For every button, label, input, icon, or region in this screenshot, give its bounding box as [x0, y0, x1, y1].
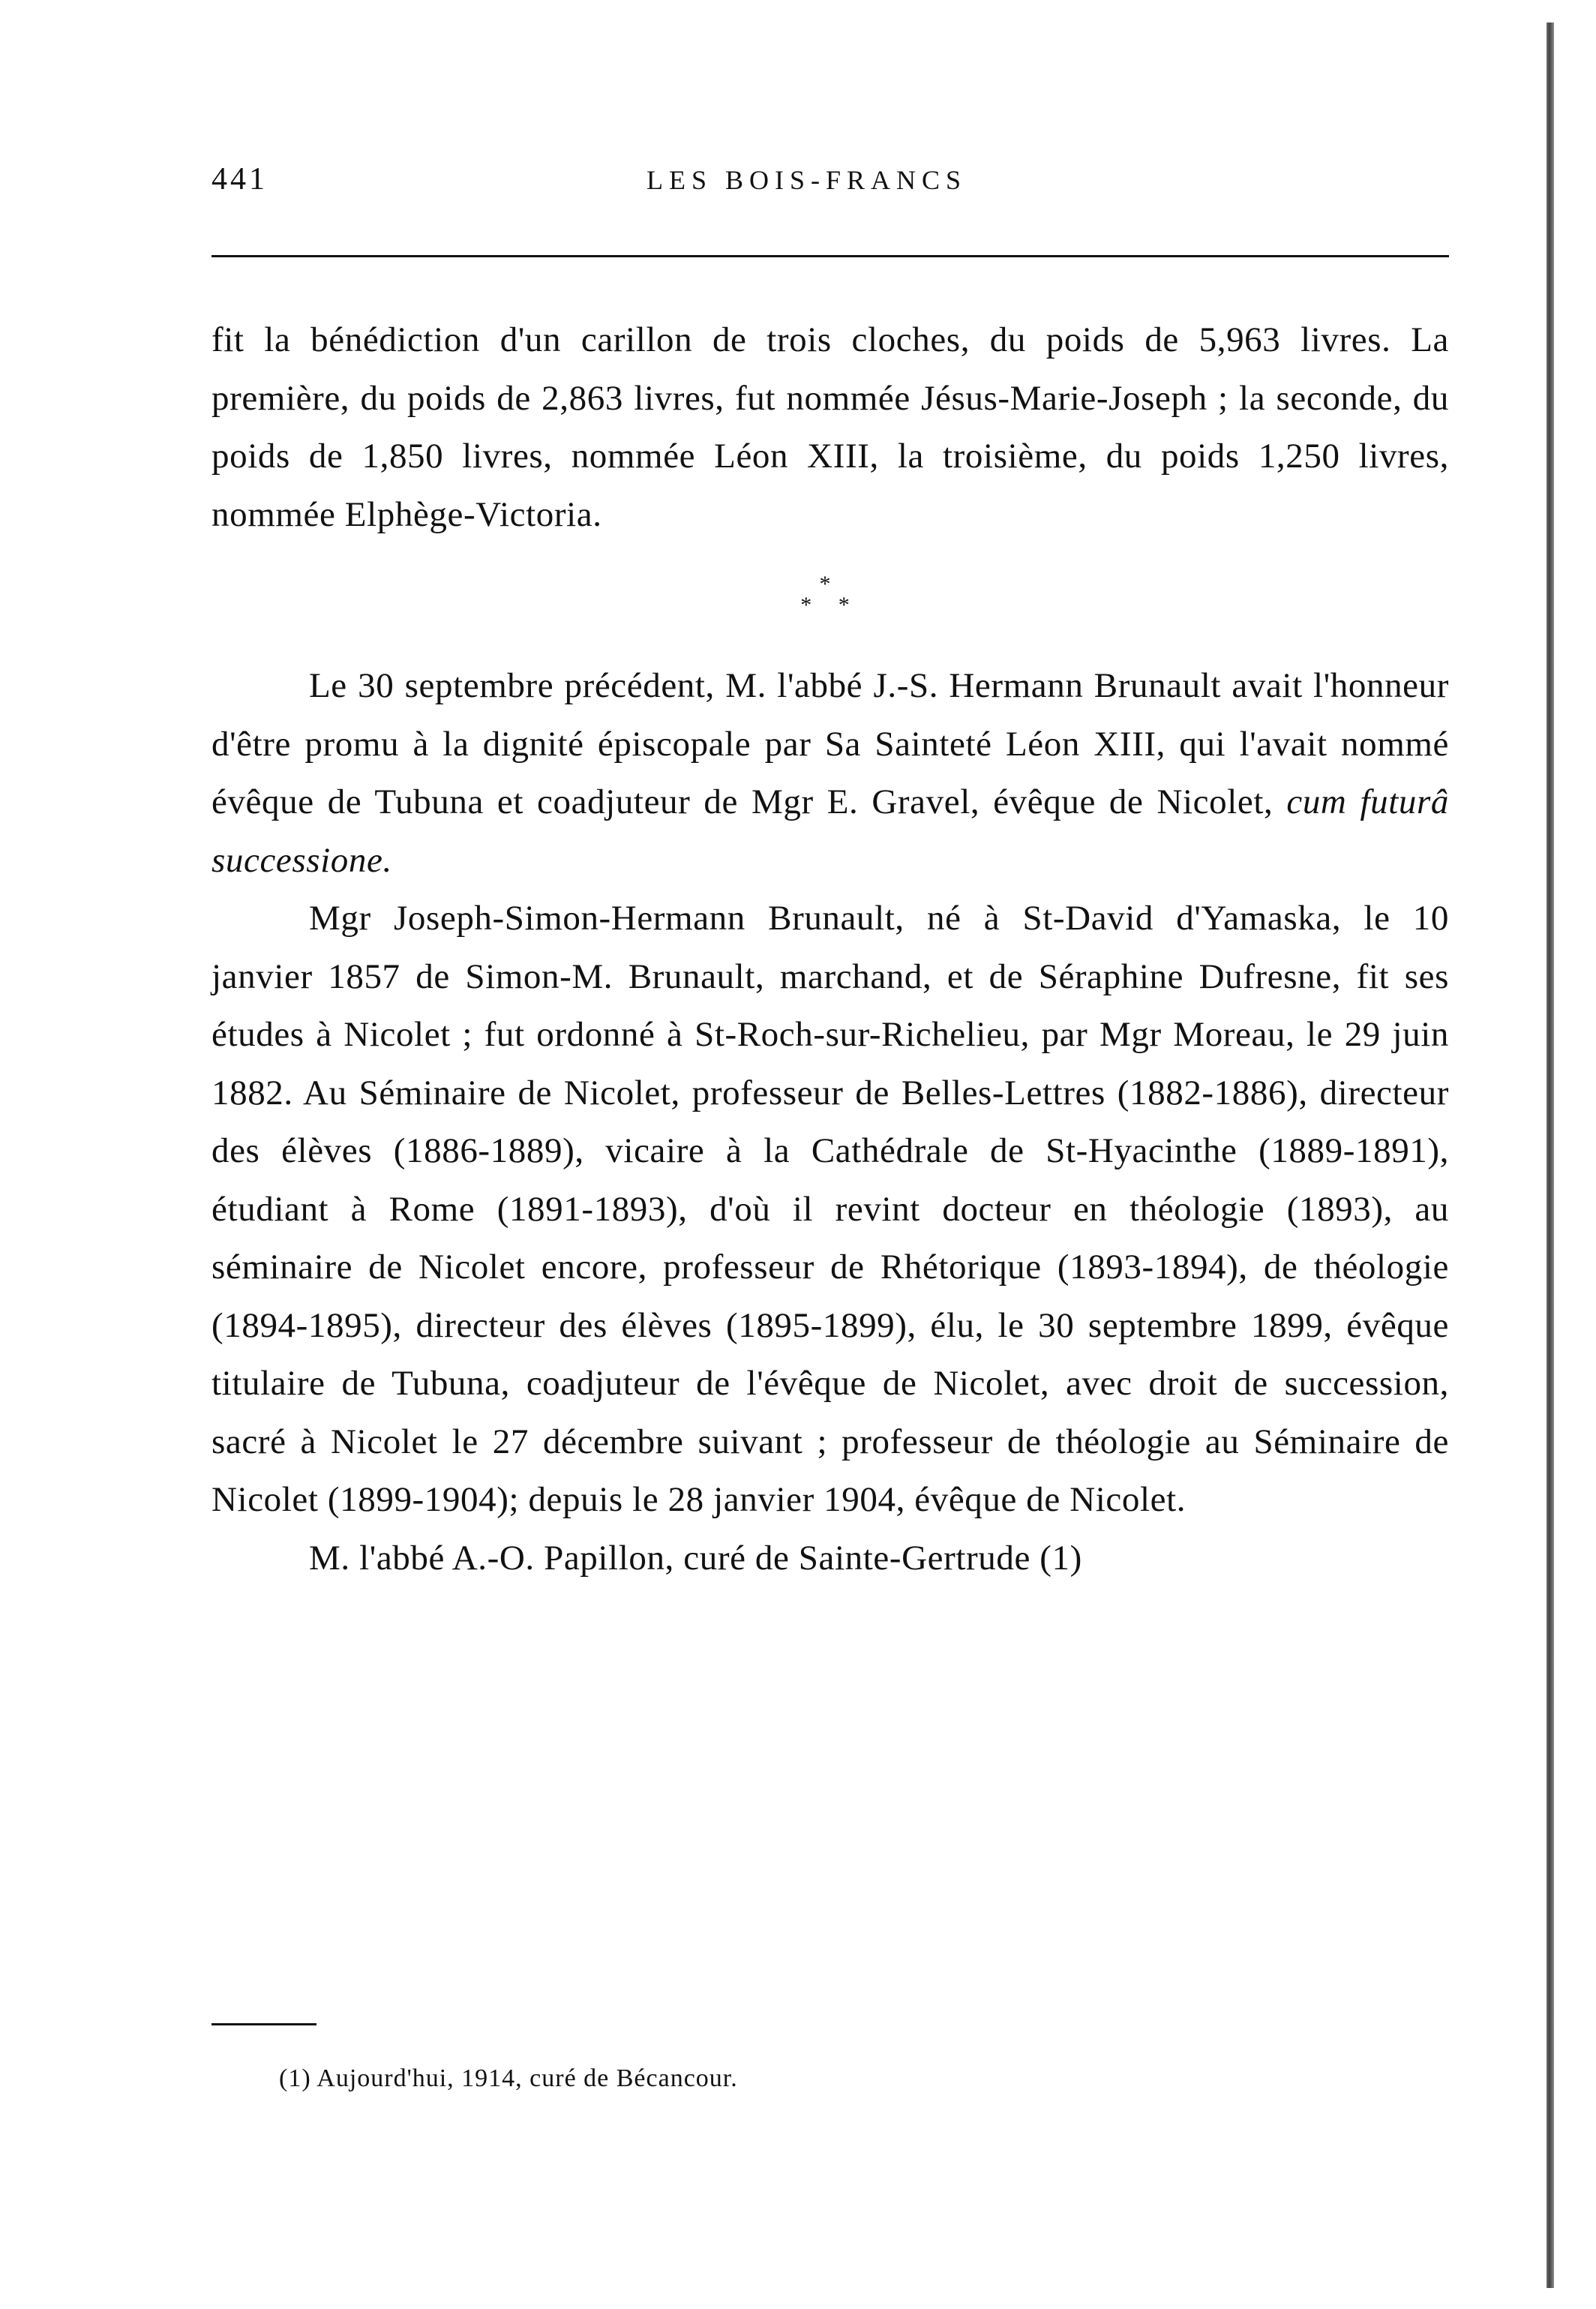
- asterism-bottom: * *: [800, 593, 860, 617]
- page-number: 441: [212, 162, 268, 197]
- page-edge-shadow: [1546, 23, 1554, 2288]
- paragraph-episcopal-text: Le 30 septembre précédent, M. l'abbé J.-S. Hermann Brunault avait l'honneur d'être promu à la dignité épiscopale par Sa Sainteté Léon XIII, qui l'avait nommé évêque de Tubuna et coadjuteur de Mgr E. Gravel, évêque de Nicolet,: [212, 666, 1449, 821]
- asterism-top: *: [819, 572, 842, 596]
- body-text: [212, 311, 1449, 1587]
- paragraph-carillon: fit la bénédiction d'un carillon de trois cloches, du poids de 5,963 livres. La première, du poids de 2,863 livres, fut nommée Jésus-Marie-Joseph ; la seconde, du poids de 1,850 livres, nommée Léon XIII, la troisième, du poids 1,250 livres, nommée Elphège-Victoria.: [212, 320, 1449, 534]
- latin-phrase: cum futurâ successione.: [212, 782, 1449, 880]
- footnote-rule: [212, 2023, 316, 2025]
- page-header: [212, 161, 1449, 206]
- paragraph-episcopal-promotion: [212, 657, 1449, 890]
- paragraph-papillon: M. l'abbé A.-O. Papillon, curé de Sainte-Gertrude (1): [309, 1538, 1082, 1578]
- running-title: LES BOIS-FRANCS: [646, 165, 968, 195]
- header-rule: [212, 255, 1449, 257]
- paragraph-biography: Mgr Joseph-Simon-Hermann Brunault, né à St-David d'Yamaska, le 10 janvier 1857 de Simon-M. Brunault, marchand, et de Séraphine Dufresne, fit ses études à Nicolet ; fut ordonné à St-Roch-sur-Richelieu, par Mgr Moreau, le 29 juin 1882. Au Séminaire de Nicolet, professeur de Belles-Lettres (1882-1886), directeur des élèves (1886-1889), vicaire à la Cathédrale de St-Hyacinthe (1889-1891), étudiant à Rome (1891-1893), d'où il revint docteur en théologie (1893), au séminaire de Nicolet encore, professeur de Rhétorique (1893-1894), de théologie (1894-1895), directeur des élèves (1895-1899), élu, le 30 septembre 1899, évêque titulaire de Tubuna, coadjuteur de l'évêque de Nicolet, avec droit de succession, sacré à Nicolet le 27 décembre suivant ; professeur de théologie au Séminaire de Nicolet (1899-1904); depuis le 28 janvier 1904, évêque de Nicolet.: [212, 899, 1449, 1519]
- footnote: (1) Aujourd'hui, 1914, curé de Bécancour.: [279, 2064, 738, 2092]
- asterism-divider: [212, 574, 1449, 616]
